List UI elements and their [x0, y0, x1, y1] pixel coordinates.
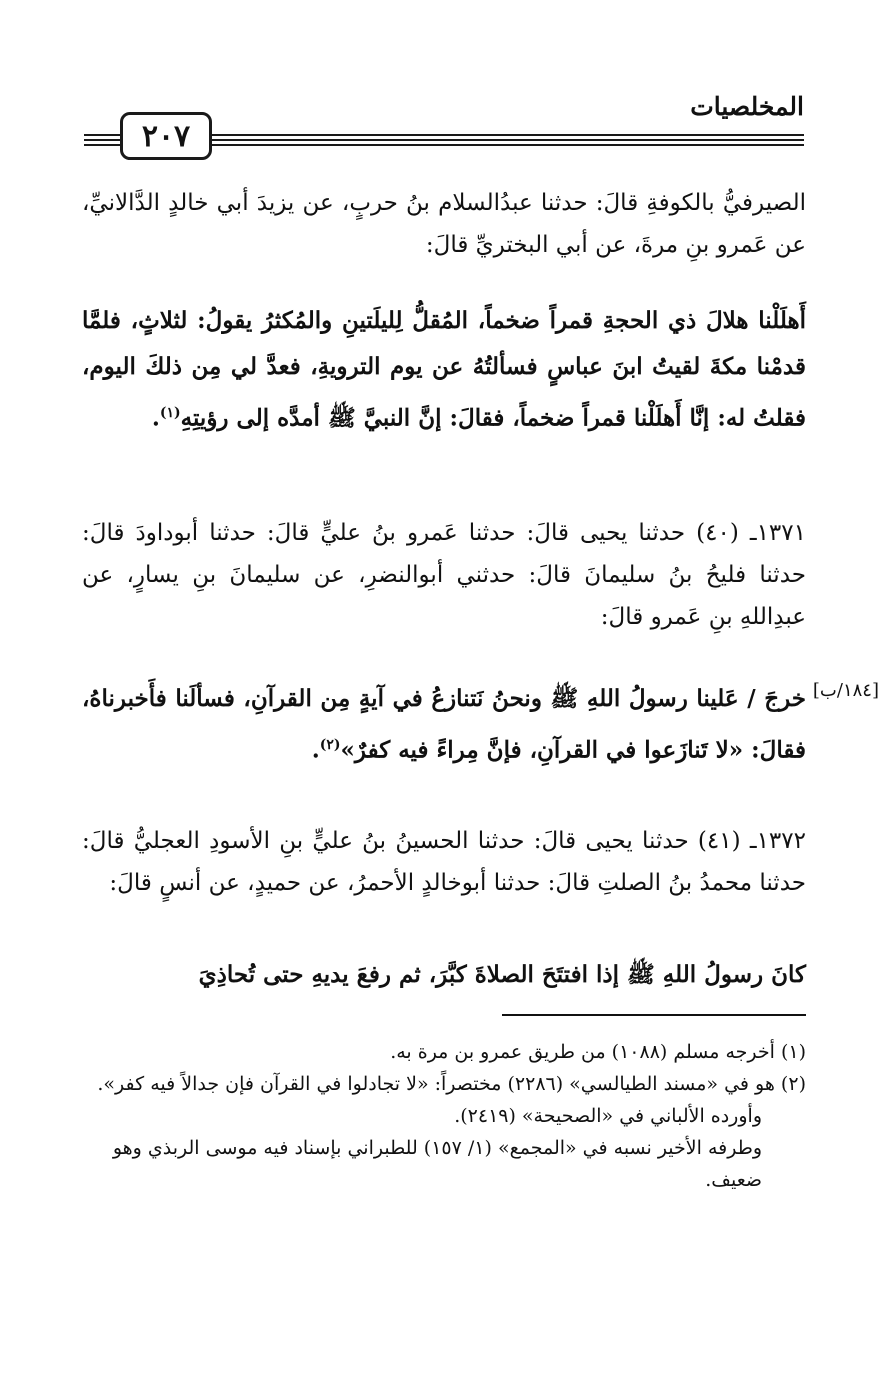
hadith-text: خرجَ / عَلينا رسولُ اللهِ ﷺ ونحنُ نَتنازعُ في آيةٍ مِن القرآنِ، فسألَنا فأَخبرناهُ، فقالَ: «لا تَنازَعوا في القرآنِ، فإنَّ مِراءً فيه كفرٌ»$^{(٢)}$. [82, 685, 806, 764]
book-title: المخلصيات [690, 92, 804, 121]
paragraph-hadith-1 [82, 298, 806, 442]
paragraph-text: ١٣٧٢ـ (٤١) حدثنا يحيى قالَ: حدثنا الحسينُ بنُ عليٍّ بنِ الأسودِ العجليُّ قالَ: حدثنا محمدُ بنُ الصلتِ قالَ: حدثنا أبوخالدٍ الأحمرُ، عن حميدٍ، عن أنسٍ قالَ: [82, 828, 806, 896]
paragraph-hadith-1371 [82, 676, 806, 774]
footnote-2-continuation: وأورده الألباني في «الصحيحة» (٢٤١٩). [454, 1105, 762, 1127]
paragraph-isnad-1371 [82, 512, 806, 638]
hadith-text: كانَ رسولُ اللهِ ﷺ إذا افتتَحَ الصلاةَ كبَّرَ، ثم رفعَ يديهِ حتى تُحاذِيَ [198, 961, 806, 988]
paragraph-isnad-1372 [82, 820, 806, 904]
footnote-separator [502, 1014, 806, 1016]
footnote-ref[interactable]: (٢) [319, 737, 341, 753]
hadith-body: أَهلَلْنا هلالَ ذي الحجةِ قمراً ضخماً، المُقلُّ لِليلَتينِ والمُكثرُ يقولُ: لثلاثٍ، فلمَّا قدمْنا مكةَ لقيتُ ابنَ عباسٍ فسألتُهُ عن يوم الترويةِ، فعدَّ لي مِن ذلكَ اليوم، فقلتُ له: إنَّا أَهلَلْنا قمراً ضخماً، فقالَ: إنَّ النبيَّ ﷺ أمدَّه إلى رؤيتِهِ [82, 307, 806, 432]
paragraph-hadith-1372 [82, 952, 806, 998]
footnotes [84, 1036, 806, 1196]
footnote-2-continuation: وطرفه الأخير نسبه في «المجمع» (١/ ١٥٧) للطبراني بإسناد فيه موسى الربذي وهو ضعيف. [112, 1137, 762, 1191]
page-header [84, 92, 804, 162]
footnote-2: (٢) هو في «مسند الطيالسي» (٢٢٨٦) مختصراً: «لا تجادلوا في القرآن فإن جدالاً فيه كفر». [97, 1073, 806, 1095]
paragraph-isnad-1 [82, 182, 806, 266]
paragraph-text: ١٣٧١ـ (٤٠) حدثنا يحيى قالَ: حدثنا عَمرو بنُ عليٍّ قالَ: حدثنا أبوداودَ قالَ: حدثنا فليحُ بنُ سليمانَ قالَ: حدثني أبوالنضرِ، عن سليمانَ بنِ يسارٍ، عن عبدِاللهِ بنِ عَمرو قالَ: [82, 520, 806, 630]
footnote-1: (١) أخرجه مسلم (١٠٨٨) من طريق عمرو بن مرة به. [390, 1041, 806, 1063]
manuscript-folio-marker: [١٨٤/ب] [812, 680, 879, 701]
page-number: ٢٠٧ [120, 112, 212, 160]
hadith-body: خرجَ / عَلينا رسولُ اللهِ ﷺ ونحنُ نَتنازعُ في آيةٍ مِن القرآنِ، فسألَنا فأَخبرناهُ، فقالَ: «لا تَنازَعوا في القرآنِ، فإنَّ مِراءً فيه كفرٌ» [82, 685, 806, 764]
hadith-text: أَهلَلْنا هلالَ ذي الحجةِ قمراً ضخماً، المُقلُّ لِليلَتينِ والمُكثرُ يقولُ: لثلاثٍ، فلمَّا قدمْنا مكةَ لقيتُ ابنَ عباسٍ فسألتُهُ عن يوم الترويةِ، فعدَّ لي مِن ذلكَ اليوم، فقلتُ له: إنَّا أَهلَلْنا قمراً ضخماً، فقالَ: إنَّ النبيَّ ﷺ أمدَّه إلى رؤيتِهِ$^{(١)}$. [82, 307, 806, 432]
paragraph-text: الصيرفيُّ بالكوفةِ قالَ: حدثنا عبدُالسلام بنُ حربٍ، عن يزيدَ أبي خالدٍ الدَّالانيِّ، عن عَمرو بنِ مرةَ، عن أبي البختريِّ قالَ: [82, 190, 806, 258]
footnote-ref[interactable]: (١) [159, 405, 181, 421]
